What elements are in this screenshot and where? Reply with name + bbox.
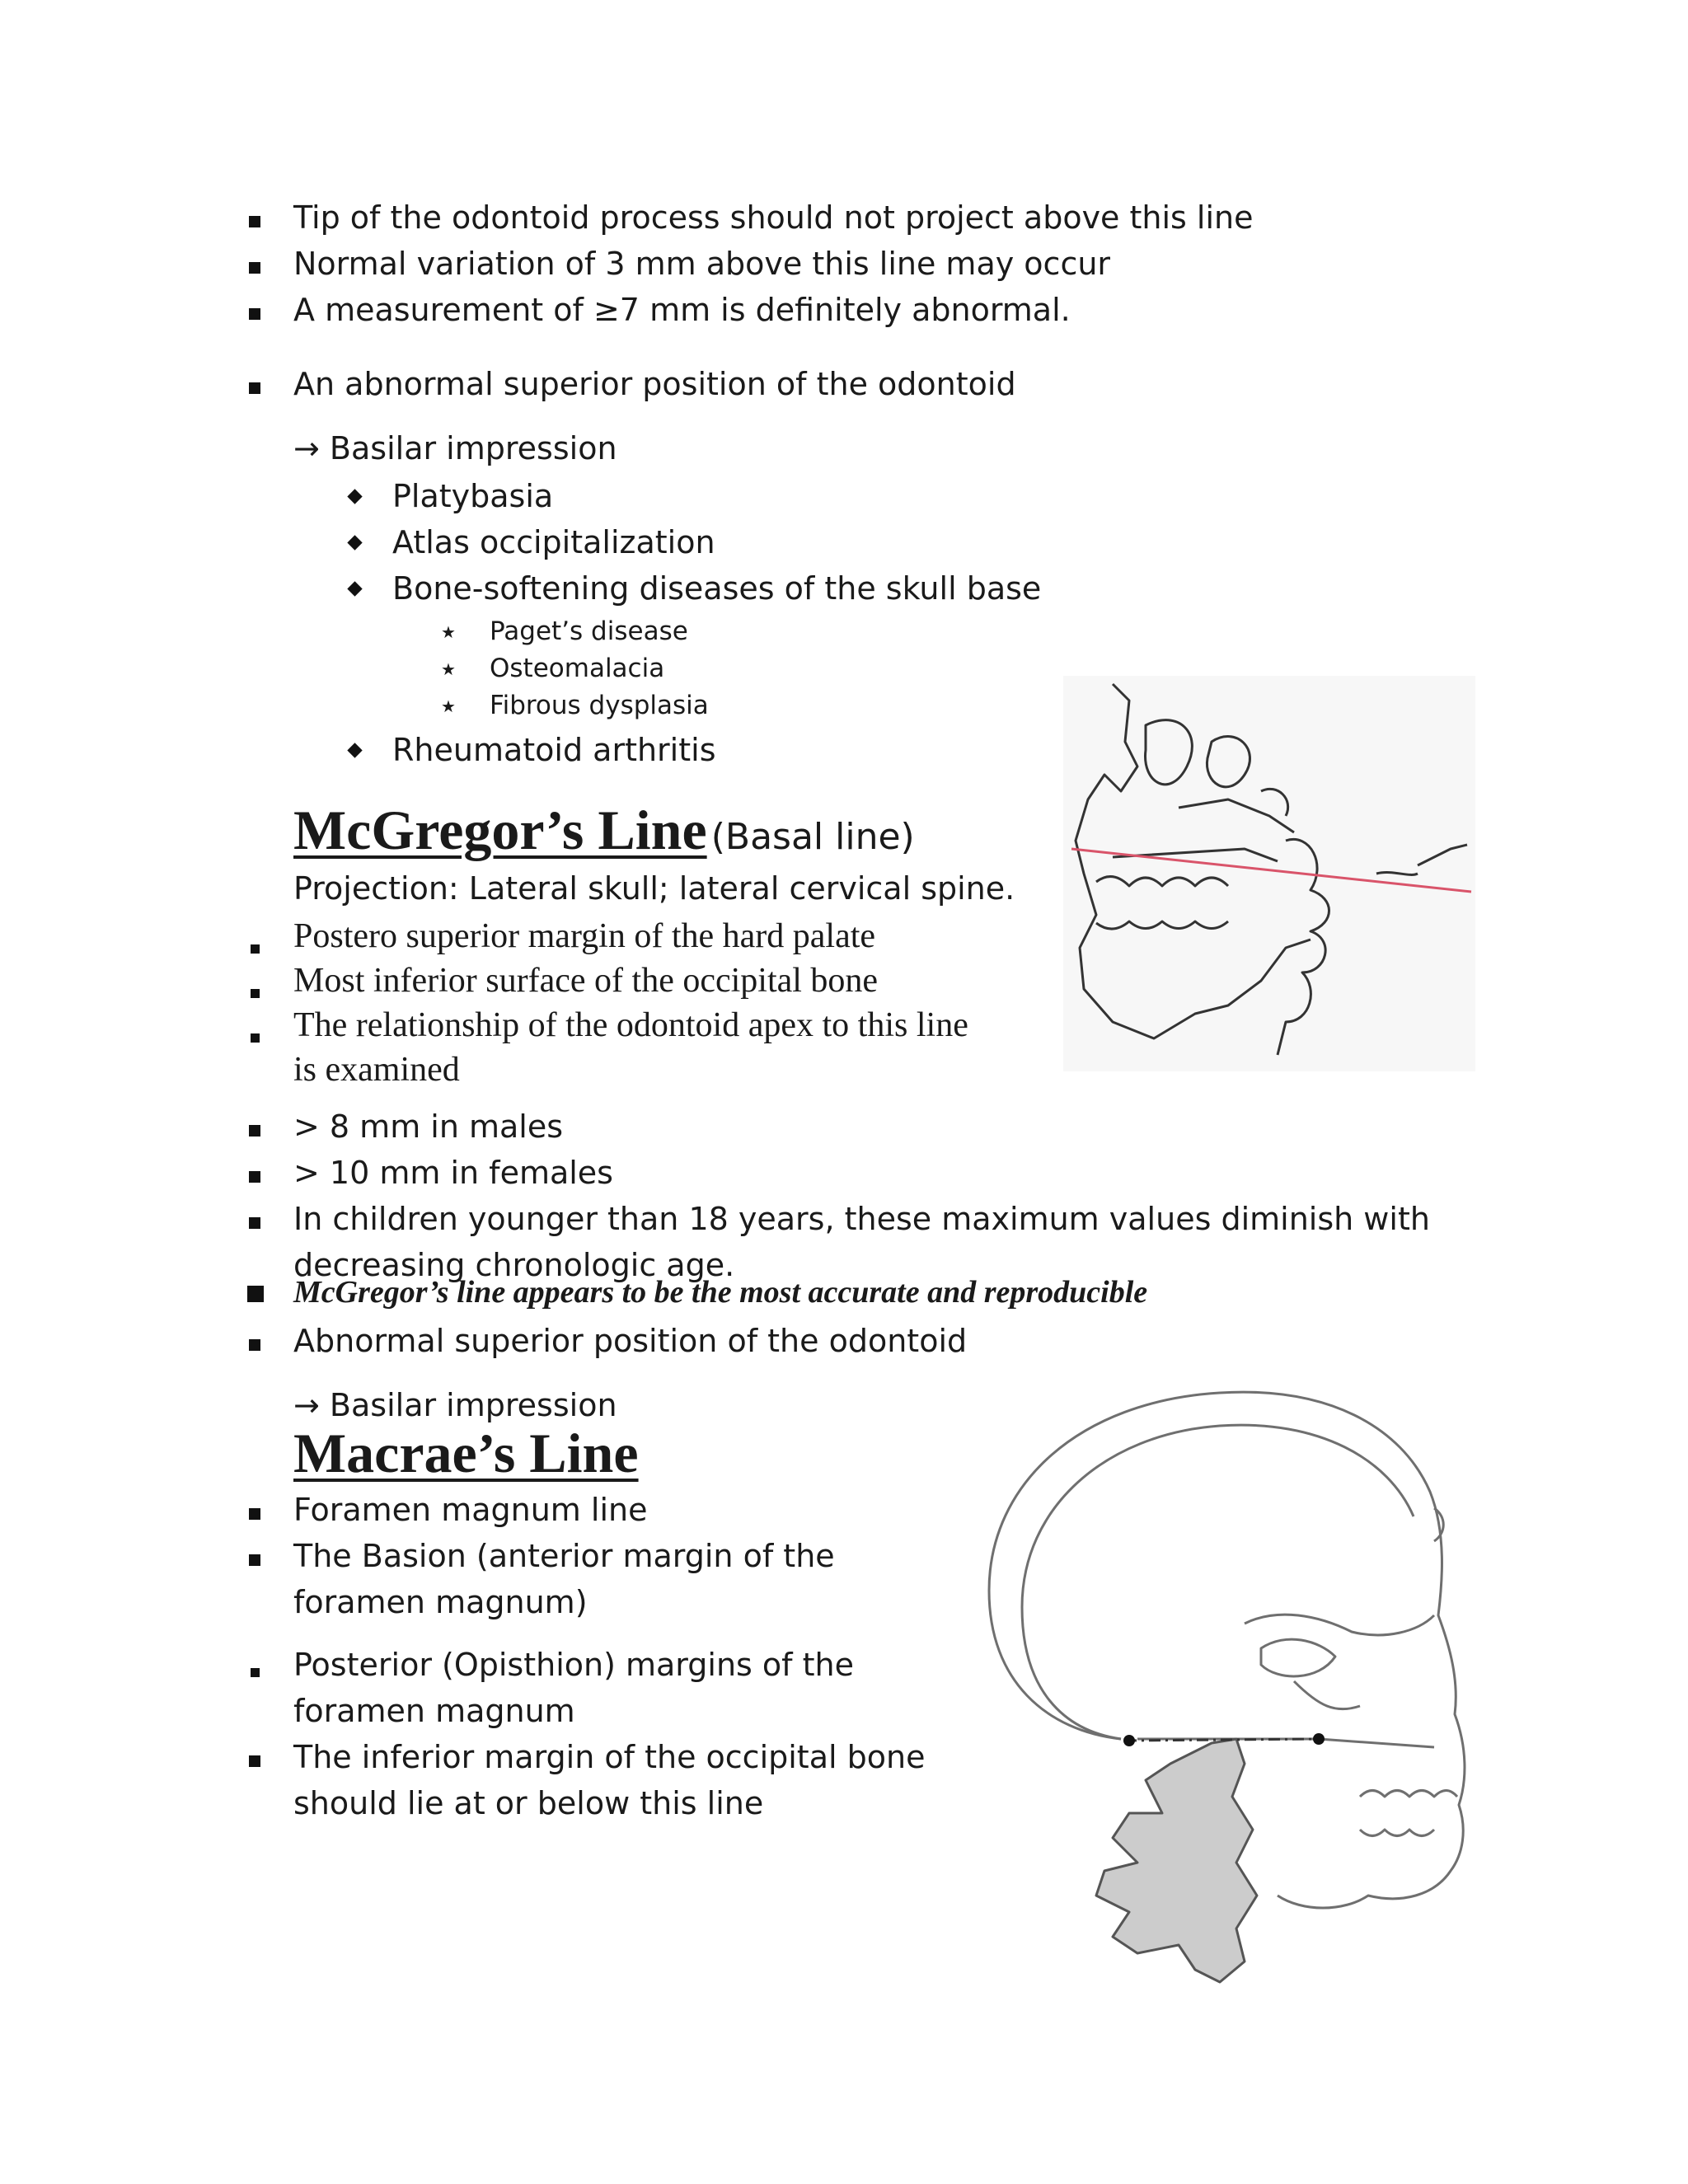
text-line: Bone-softening diseases of the skull base [392, 570, 1042, 607]
bullet-icon [249, 216, 260, 227]
bullet-icon [251, 944, 260, 954]
text-line: Paget’s disease [490, 616, 688, 646]
lateral-skull-xray-figure [1063, 676, 1475, 1071]
text-line: should lie at or below this line [293, 1785, 764, 1821]
arrow-item: → Basilar impression [293, 1387, 617, 1423]
skull-diagram-figure [973, 1368, 1508, 1994]
text-line: foramen magnum [293, 1693, 575, 1729]
text-line: Posterior (Opisthion) margins of the [293, 1647, 854, 1683]
text-line: Abnormal superior position of the odontoid [293, 1323, 968, 1359]
text-line: Rheumatoid arthritis [392, 732, 716, 768]
star-bullet-icon: ★ [441, 659, 456, 679]
text-line: Projection: Lateral skull; lateral cervical spine. [293, 870, 1015, 907]
bullet-icon [249, 308, 260, 320]
bullet-icon [251, 1668, 260, 1677]
emphasis-line: McGregor’s line appears to be the most accurate and reproducible [293, 1275, 1148, 1310]
diamond-bullet-icon [347, 489, 362, 504]
section-heading: Macrae’s Line [293, 1422, 639, 1484]
bullet-icon [251, 1033, 260, 1043]
bullet-icon [249, 1171, 260, 1183]
text-line: Normal variation of 3 mm above this line may occur [293, 246, 1111, 282]
bullet-icon [249, 1339, 260, 1351]
bullet-icon [249, 1755, 260, 1767]
basion-point-icon [1123, 1735, 1135, 1746]
diamond-bullet-icon [347, 743, 362, 757]
bullet-icon [247, 1286, 264, 1302]
text-line: Osteomalacia [490, 654, 665, 683]
section-heading [293, 798, 915, 863]
bullet-icon [249, 1508, 260, 1520]
star-bullet-icon: ★ [441, 696, 456, 716]
text-line: foramen magnum) [293, 1584, 588, 1620]
bullet-icon [249, 382, 260, 394]
text-line: The relationship of the odontoid apex to this line [293, 1006, 968, 1044]
bullet-icon [249, 1217, 260, 1229]
text-line: In children younger than 18 years, these maximum values diminish with [293, 1201, 1430, 1237]
bullet-icon [249, 262, 260, 274]
text-line: > 10 mm in females [293, 1155, 613, 1191]
text-line: The inferior margin of the occipital bone [293, 1739, 926, 1775]
text-line: Foramen magnum line [293, 1492, 648, 1528]
text-line: > 8 mm in males [293, 1108, 564, 1145]
text-line: Platybasia [392, 478, 554, 514]
text-line: Atlas occipitalization [392, 524, 715, 560]
heading-text: McGregor’s Line [293, 799, 707, 861]
star-bullet-icon: ★ [441, 622, 456, 642]
text-line: A measurement of ≥7 mm is definitely abnormal. [293, 292, 1071, 328]
heading-subtitle: (Basal line) [710, 816, 915, 858]
text-line: Most inferior surface of the occipital bone [293, 962, 879, 1000]
diamond-bullet-icon [347, 581, 362, 596]
text-line: is examined [293, 1051, 460, 1089]
diamond-bullet-icon [347, 535, 362, 550]
arrow-item: → Basilar impression [293, 430, 617, 466]
opisthion-point-icon [1313, 1733, 1325, 1745]
text-line: Postero superior margin of the hard palate [293, 917, 876, 955]
text-line: An abnormal superior position of the odontoid [293, 366, 1016, 402]
text-line: Tip of the odontoid process should not project above this line [293, 199, 1254, 236]
bullet-icon [249, 1554, 260, 1566]
bullet-icon [249, 1125, 260, 1137]
text-line: decreasing chronologic age. [293, 1247, 735, 1283]
text-line: Fibrous dysplasia [490, 691, 709, 720]
bullet-icon [251, 989, 260, 998]
text-line: The Basion (anterior margin of the [293, 1538, 835, 1574]
